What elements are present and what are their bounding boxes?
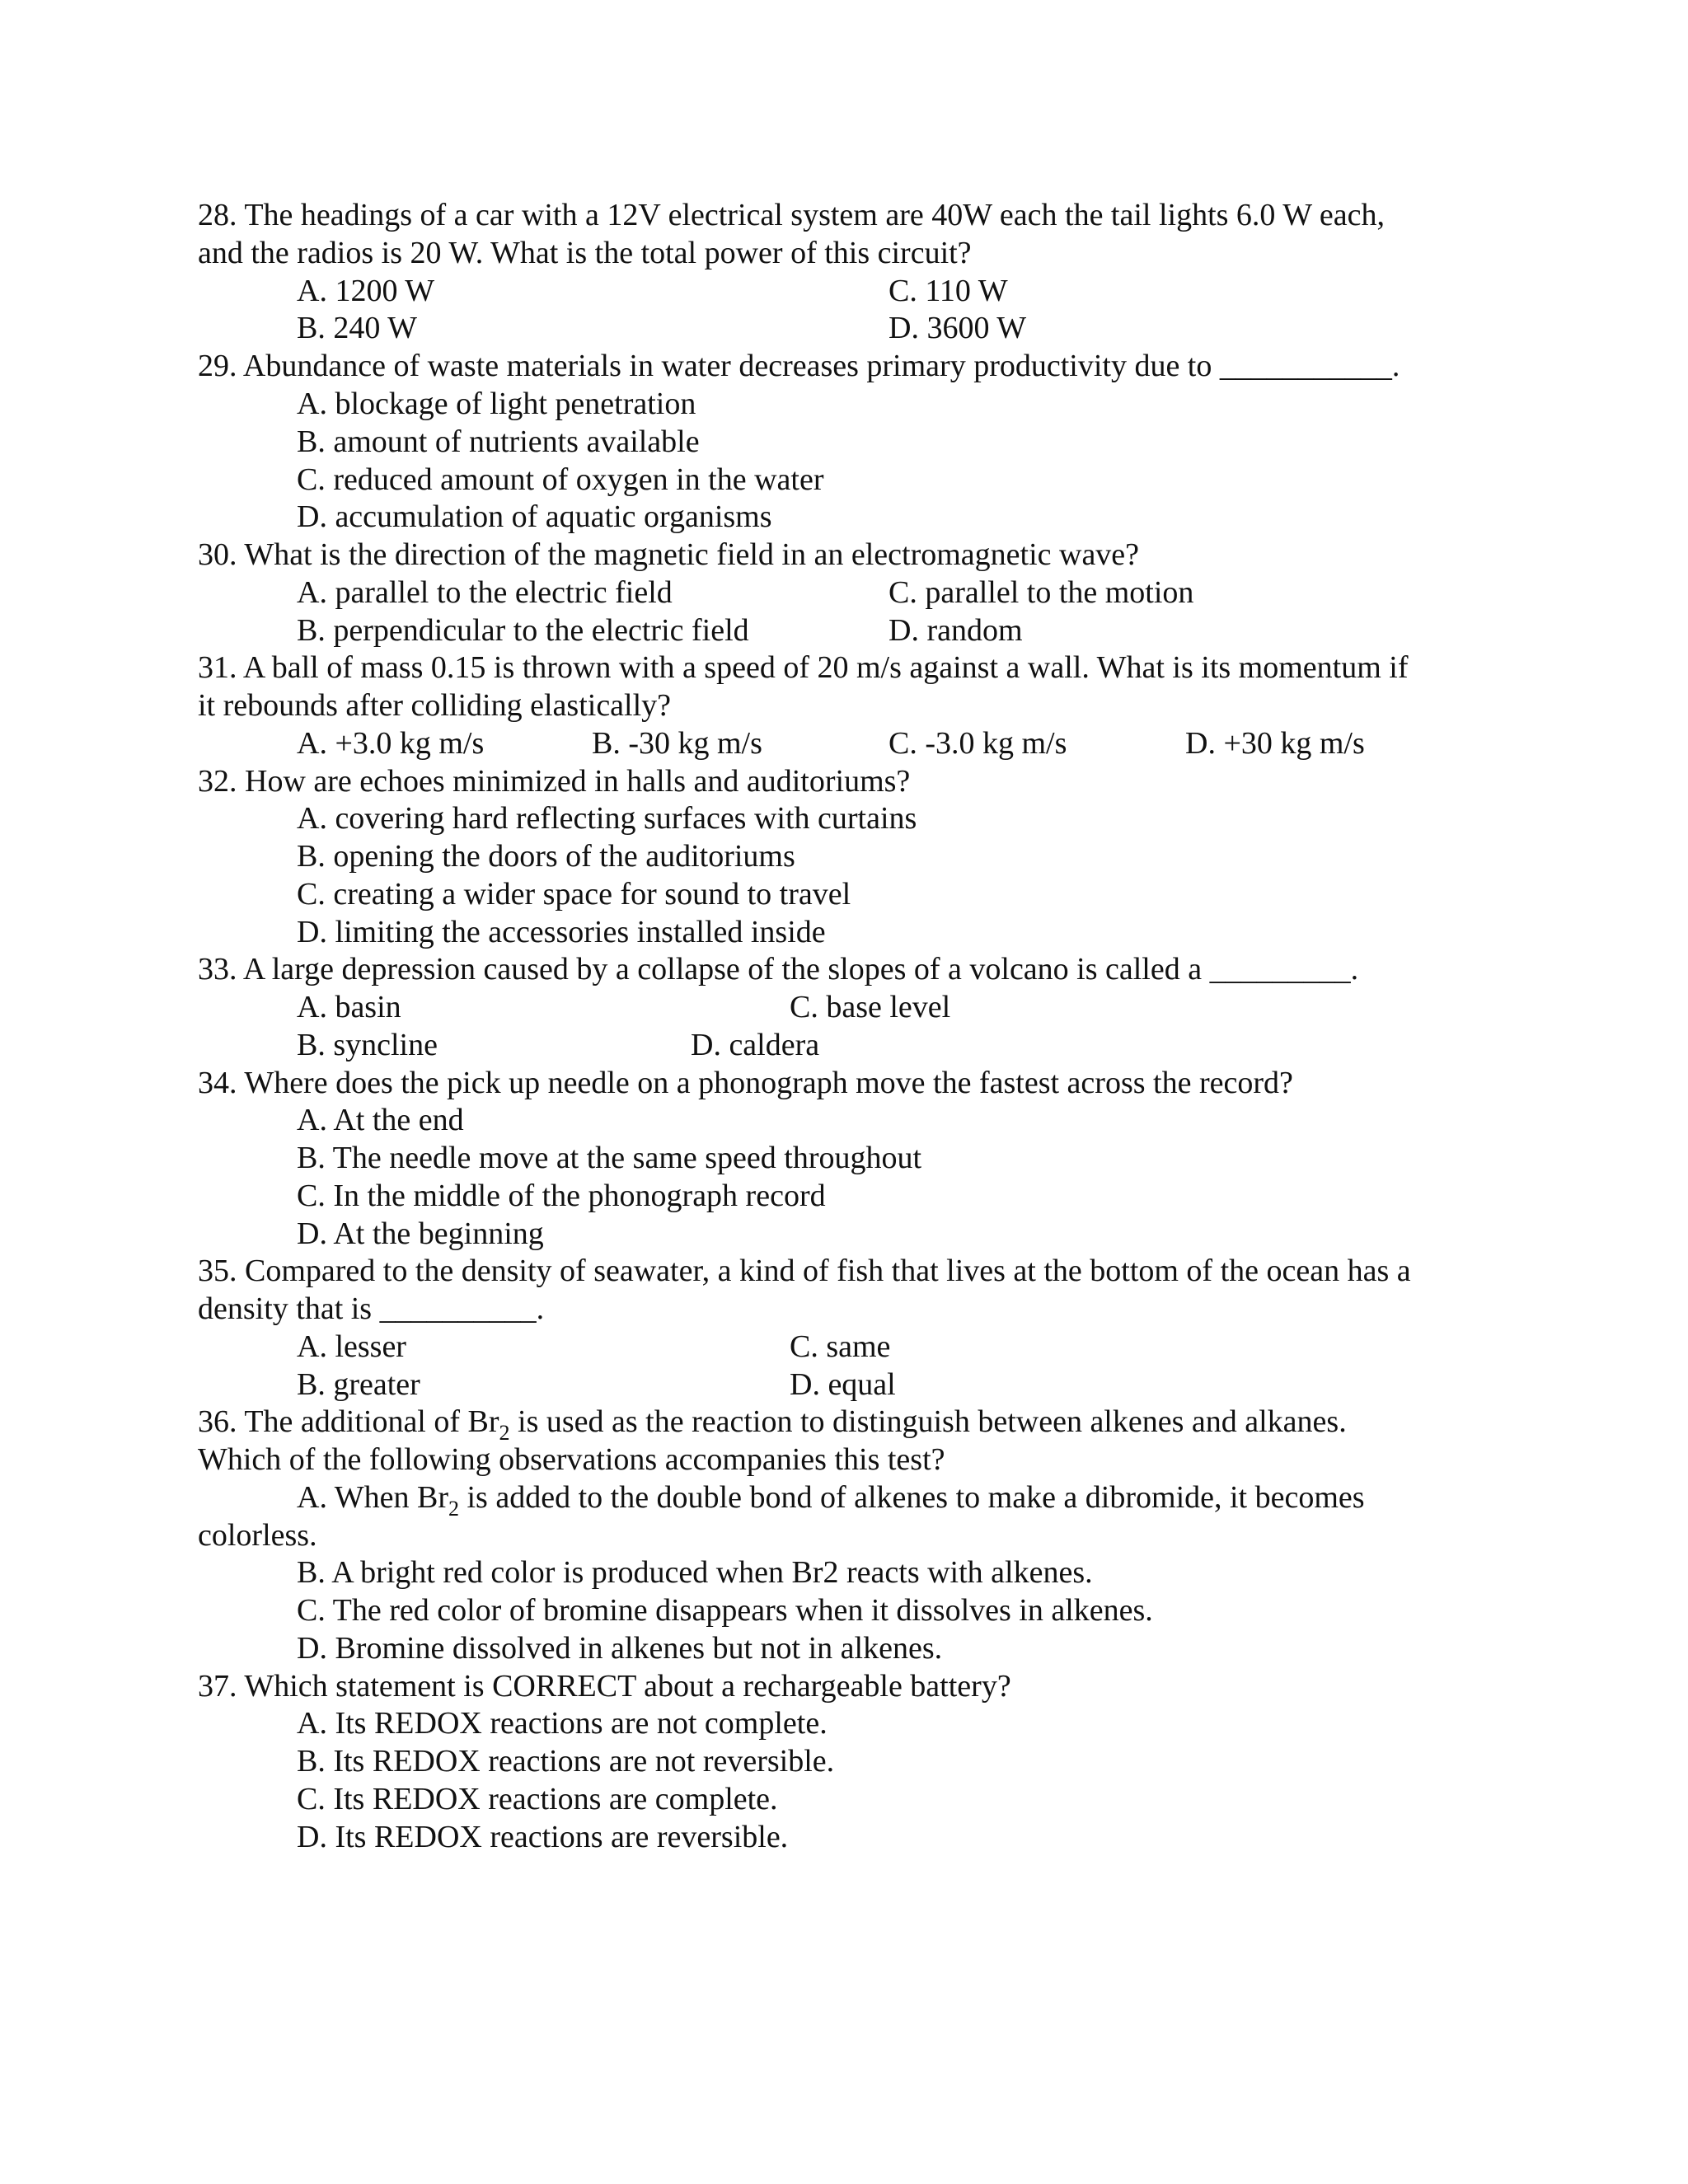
q28-option-d: D. 3600 W (889, 311, 1027, 345)
q31-option-c: C. -3.0 kg m/s (889, 726, 1067, 761)
q37-option-c: C. Its REDOX reactions are complete. (297, 1782, 778, 1816)
q30-stem: 30. What is the direction of the magnetic field in an electromagnetic wave? (198, 537, 1140, 572)
q36-option-d: D. Bromine dissolved in alkenes but not in alkenes. (297, 1631, 943, 1666)
q33-option-d: D. caldera (691, 1028, 820, 1062)
q29-option-d: D. accumulation of aquatic organisms (297, 499, 772, 534)
q36-option-b: B. A bright red color is produced when Br2 reacts with alkenes. (297, 1555, 1093, 1590)
q34-option-a: A. At the end (297, 1103, 464, 1137)
q36-option-c: C. The red color of bromine disappears when it dissolves in alkenes. (297, 1593, 1153, 1628)
q30-option-a: A. parallel to the electric field (297, 575, 673, 610)
q35-stem-line-1: 35. Compared to the density of seawater, a kind of fish that lives at the bottom of the ocean has a (198, 1254, 1411, 1288)
q35-option-b: B. greater (297, 1367, 420, 1402)
q37-stem: 37. Which statement is CORRECT about a rechargeable battery? (198, 1669, 1011, 1704)
q36-stem-line-1: 36. The additional of $Br_2$ is used as the reaction to distinguish between alkenes and alkanes. (198, 1404, 1347, 1445)
q35-option-c: C. same (790, 1329, 891, 1364)
q31-option-b: B. -30 kg m/s (592, 726, 762, 761)
q30-option-d: D. random (889, 613, 1023, 648)
q33-stem: 33. A large depression caused by a collapse of the slopes of a volcano is called a _________. (198, 952, 1359, 987)
q31-option-d: D. +30 kg m/s (1185, 726, 1365, 761)
q29-option-c: C. reduced amount of oxygen in the water (297, 462, 824, 497)
q28-option-c: C. 110 W (889, 274, 1008, 308)
q30-option-b: B. perpendicular to the electric field (297, 613, 749, 648)
q37-option-a: A. Its REDOX reactions are not complete. (297, 1706, 828, 1741)
q33-option-a: A. basin (297, 990, 401, 1024)
q34-option-c: C. In the middle of the phonograph record (297, 1179, 826, 1213)
q32-option-b: B. opening the doors of the auditoriums (297, 839, 795, 874)
q35-option-d: D. equal (790, 1367, 896, 1402)
q37-option-d: D. Its REDOX reactions are reversible. (297, 1820, 789, 1854)
q28-stem-line-2: and the radios is 20 W. What is the total power of this circuit? (198, 236, 972, 270)
q34-option-b: B. The needle move at the same speed throughout (297, 1141, 922, 1175)
q36-option-a-continued: colorless. (198, 1518, 317, 1553)
subscript: 2 (499, 1421, 510, 1445)
q32-option-d: D. limiting the accessories installed inside (297, 915, 826, 949)
q33-option-b: B. syncline (297, 1028, 438, 1062)
q35-option-a: A. lesser (297, 1329, 406, 1364)
q28-stem-line-1: 28. The headings of a car with a 12V electrical system are 40W each the tail lights 6.0 W each, (198, 198, 1386, 232)
q34-option-d: D. At the beginning (297, 1216, 544, 1251)
q32-option-a: A. covering hard reflecting surfaces with curtains (297, 801, 917, 836)
q31-stem-line-2: it rebounds after colliding elastically? (198, 688, 672, 723)
q28-option-a: A. 1200 W (297, 274, 435, 308)
q32-option-c: C. creating a wider space for sound to travel (297, 877, 851, 912)
q30-option-c: C. parallel to the motion (889, 575, 1194, 610)
q29-option-b: B. amount of nutrients available (297, 424, 700, 459)
q31-stem-line-1: 31. A ball of mass 0.15 is thrown with a speed of 20 m/s against a wall. What is its momentum if (198, 650, 1409, 685)
q36-option-a: A. When $Br_2$ is added to the double bond of alkenes to make a dibromide, it becomes (297, 1480, 1365, 1521)
q31-option-a: A. +3.0 kg m/s (297, 726, 485, 761)
q32-stem: 32. How are echoes minimized in halls and auditoriums? (198, 764, 911, 799)
q34-stem: 34. Where does the pick up needle on a phonograph move the fastest across the record? (198, 1066, 1293, 1100)
q36-stem-line-2: Which of the following observations accompanies this test? (198, 1442, 945, 1477)
q35-stem-line-2: density that is __________. (198, 1291, 545, 1326)
q28-option-b: B. 240 W (297, 311, 418, 345)
q29-stem: 29. Abundance of waste materials in water decreases primary productivity due to ___________. (198, 349, 1400, 383)
q33-option-c: C. base level (790, 990, 951, 1024)
q37-option-b: B. Its REDOX reactions are not reversible. (297, 1744, 835, 1779)
subscript: 2 (448, 1497, 459, 1521)
q29-option-a: A. blockage of light penetration (297, 387, 696, 421)
